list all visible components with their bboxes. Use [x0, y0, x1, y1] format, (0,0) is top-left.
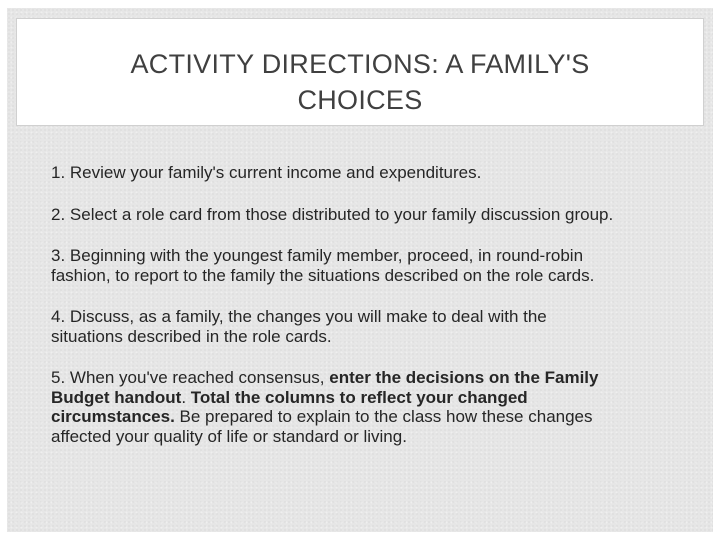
- direction-item-5-emphasis-1-line-2: Budget handout: [51, 387, 182, 407]
- direction-item-5-text: 5. When you've reached consensus,: [51, 368, 330, 387]
- direction-item-3-line-2: fashion, to report to the family the situations described on the role cards.: [51, 265, 595, 285]
- direction-item-5-emphasis-1-line-1: enter the decisions on the Family: [329, 368, 599, 387]
- direction-item-4-line-1: 4. Discuss, as a family, the changes you will make to deal with the: [51, 307, 547, 326]
- direction-item-4-line-2: situations described in the role cards.: [51, 326, 332, 346]
- slide-title-line-1: ACTIVITY DIRECTIONS: A FAMILY'S: [130, 49, 590, 79]
- direction-item-4: [51, 307, 717, 346]
- direction-item-1: 1. Review your family's current income and expenditures.: [51, 163, 482, 182]
- direction-item-5-text-line-2: Be prepared to explain to the class how these changes: [174, 407, 593, 426]
- direction-item-5-emphasis-2-line-1: Total the columns to reflect your changed: [190, 387, 528, 407]
- direction-item-3: [51, 246, 717, 285]
- direction-item-5: [51, 368, 717, 446]
- direction-item-3-line-1: 3. Beginning with the youngest family member, proceed, in round-robin: [51, 246, 584, 265]
- slide-title-line-2: CHOICES: [297, 85, 423, 115]
- direction-item-2: 2. Select a role card from those distributed to your family discussion group.: [51, 204, 614, 224]
- direction-item-5-text-line-3: affected your quality of life or standard or living.: [51, 426, 407, 446]
- directions-list: [51, 163, 717, 446]
- slide-title: [40, 46, 680, 118]
- direction-item-5-emphasis-2-line-2: circumstances.: [51, 407, 175, 426]
- direction-item-5-separator: .: [181, 387, 191, 407]
